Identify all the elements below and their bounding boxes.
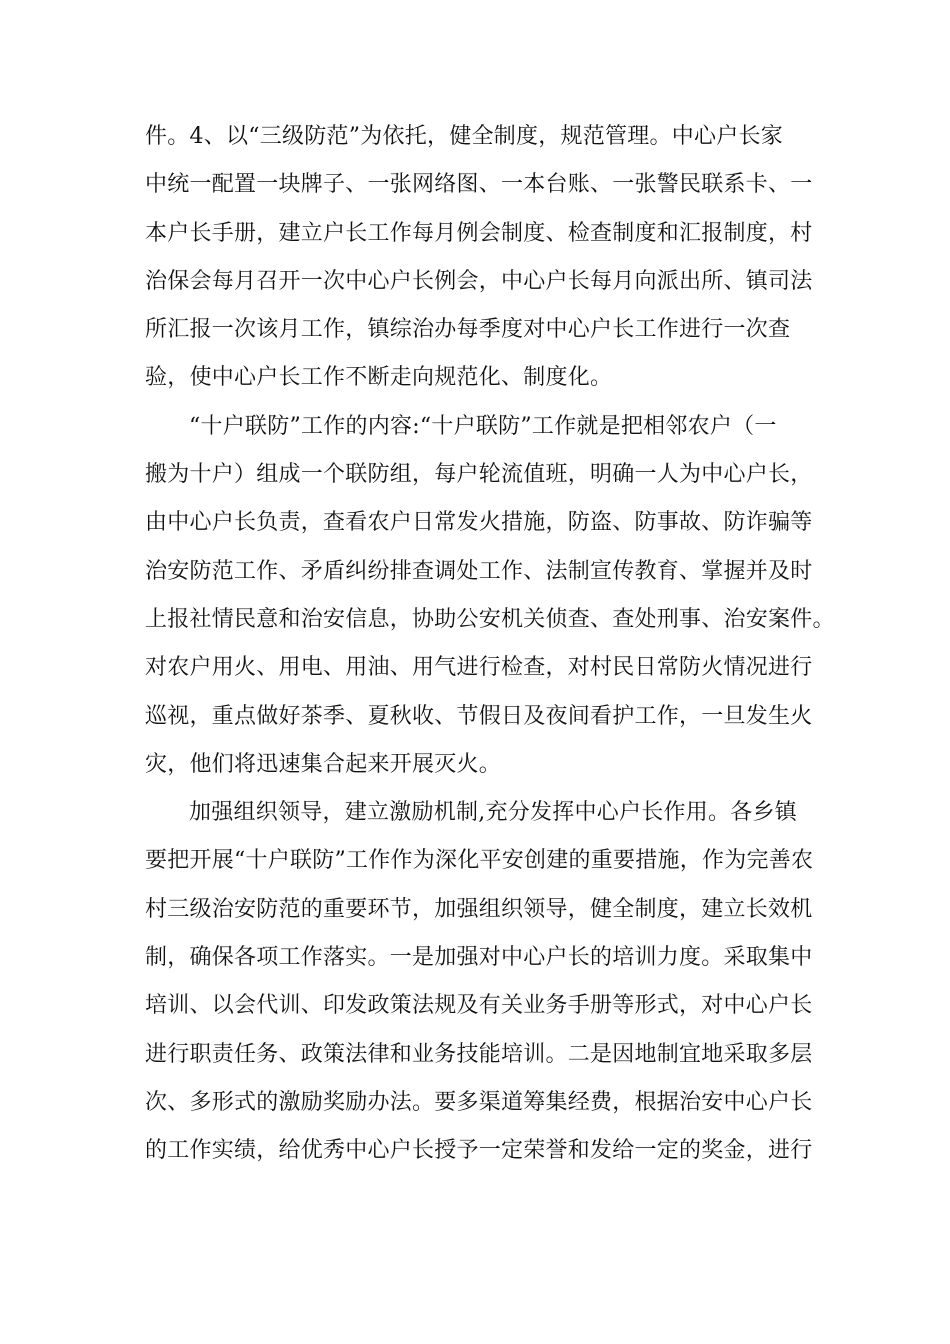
text-line: 巡视，重点做好茶季、夏秋收、节假日及夜间看护工作，一旦发生火 [145, 703, 813, 729]
text-line: 培训、以会代训、印发政策法规及有关业务手册等形式，对中心户长 [145, 993, 813, 1019]
text-line: 进行职责任务、政策法律和业务技能培训。二是因地制宜地采取多层 [145, 1041, 813, 1067]
text-line: 验，使中心户长工作不断走向规范化、制度化。 [145, 365, 613, 391]
paragraph-2 [145, 403, 835, 789]
text-line: 搬为十户）组成一个联防组，每户轮流值班，明确一人为中心户长， [145, 462, 813, 488]
text-line: 加强组织领导，建立激励机制,充分发挥中心户长作用。各乡镇 [189, 800, 797, 826]
text-line: 由中心户长负责，查看农户日常发火措施，防盗、防事故、防诈骗等 [145, 510, 813, 536]
text-line: 治保会每月召开一次中心户长例会，中心户长每月向派出所、镇司法 [145, 268, 813, 294]
paragraph-3 [145, 789, 815, 1175]
text-line: 灾，他们将迅速集合起来开展灭火。 [145, 751, 502, 777]
text-line: 本户长手册，建立户长工作每月例会制度、检查制度和汇报制度，村 [145, 220, 813, 246]
text-line: 的工作实绩，给优秀中心户长授予一定荣誉和发给一定的奖金，进行 [145, 1138, 813, 1164]
text-line: 次、多形式的激励奖励办法。要多渠道筹集经费，根据治安中心户长 [145, 1089, 813, 1115]
text-line: 件。4、以“三级防范”为依托，健全制度，规范管理。中心户长家 [145, 124, 783, 149]
text-line: 治安防范工作、矛盾纠纷排查调处工作、法制宣传教育、掌握并及时 [145, 558, 813, 584]
paragraph-1 [145, 113, 815, 403]
text-line: 中统一配置一块牌子、一张网络图、一本台账、一张警民联系卡、一 [145, 172, 813, 198]
text-line: 要把开展“十户联防”工作作为深化平安创建的重要措施，作为完善农 [145, 848, 814, 874]
text-line: 制，确保各项工作落实。一是加强对中心户长的培训力度。采取集中 [145, 945, 813, 971]
text-line: “十户联防”工作的内容:“十户联防”工作就是把相邻农户（一 [189, 413, 777, 439]
text-line: 对农户用火、用电、用油、用气进行检查，对村民日常防火情况进行 [145, 655, 813, 681]
text-line: 村三级治安防范的重要环节，加强组织领导，健全制度，建立长效机 [145, 896, 813, 922]
text-line: 上报社情民意和治安信息，协助公安机关侦查、查处刑事、治安案件。 [145, 606, 835, 632]
text-line: 所汇报一次该月工作，镇综治办每季度对中心户长工作进行一次查 [145, 317, 791, 343]
document-body [145, 113, 835, 1176]
